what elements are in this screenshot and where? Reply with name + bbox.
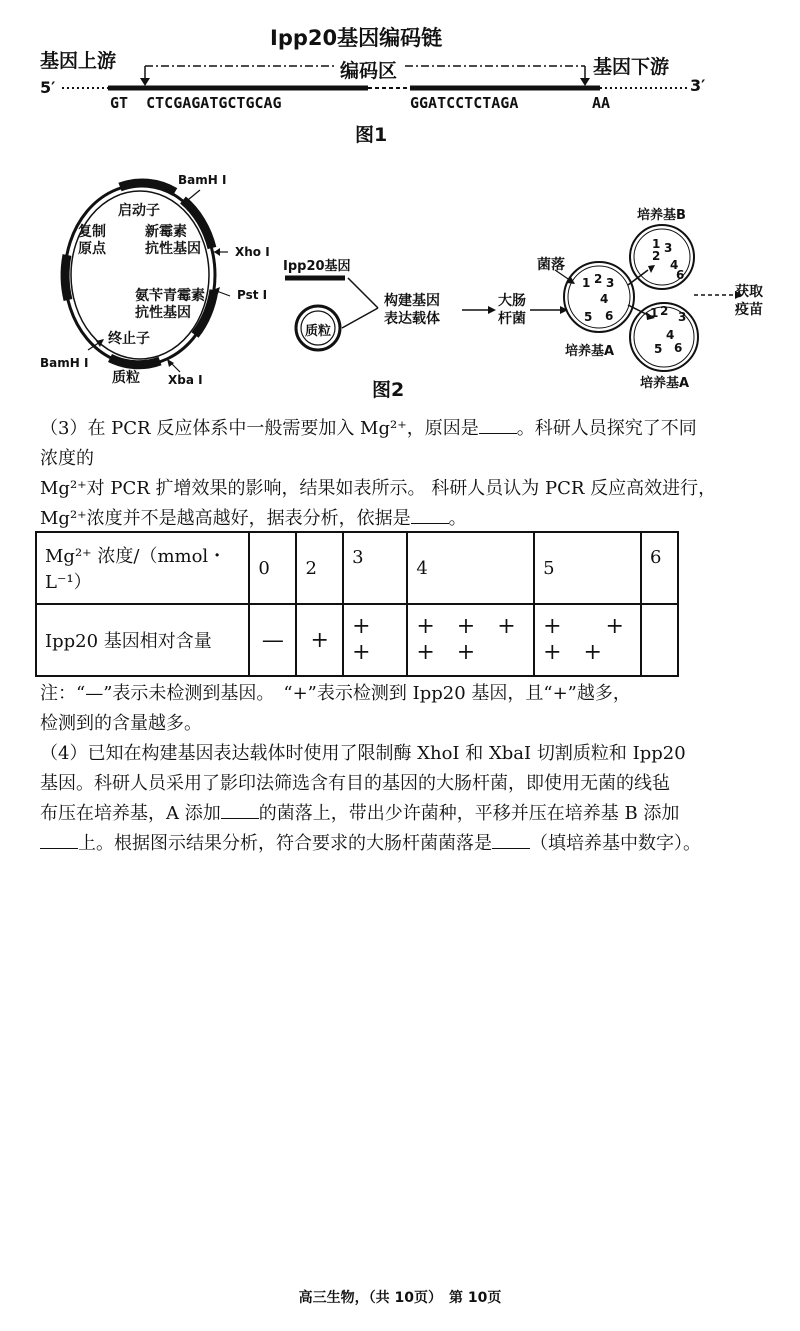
question3-line4: Mg²⁺浓度并不是越高越好，据表分析，依据是 。 bbox=[40, 504, 785, 534]
figure2-caption: 图2 bbox=[372, 379, 405, 401]
question4-line3: 布压在培养基，A 添加 的菌落上，带出少许菌种，平移并压在培养基 B 添加 bbox=[40, 799, 785, 829]
table-row-label: Ipp20 基因相对含量 bbox=[36, 604, 249, 676]
table-row bbox=[36, 604, 678, 676]
sequence-right: GGATCCTCTAGA bbox=[410, 94, 519, 112]
table-header-label: Mg²⁺ 浓度/（mmol・L⁻¹） bbox=[36, 532, 249, 604]
colony-1: 1 bbox=[652, 237, 661, 251]
mg-concentration-table bbox=[35, 531, 679, 677]
medium-a-right-label: 培养基A bbox=[640, 376, 690, 391]
colony-5: 5 bbox=[584, 310, 593, 324]
colony-2: 2 bbox=[652, 249, 661, 263]
promoter-label: 启动子 bbox=[118, 203, 160, 219]
ori-label: 复制 原点 bbox=[78, 224, 106, 257]
figure1-caption: 图1 bbox=[355, 124, 388, 146]
medium-b-label: 培养基B bbox=[637, 208, 686, 223]
colony-3: 3 bbox=[606, 276, 615, 290]
construct-vector-label: 构建基因 表达载体 bbox=[384, 293, 440, 327]
table-cell: + + + + bbox=[534, 604, 641, 676]
xba1-label: Xba I bbox=[168, 373, 203, 387]
question4-line2: 基因。科研人员采用了影印法筛选含有目的基因的大肠杆菌，即使用无菌的线毡 bbox=[40, 773, 670, 794]
obtain-vaccine-label: 获取 疫苗 bbox=[735, 284, 763, 318]
sequence-left: GT CTCGAGATGCTGCAG bbox=[110, 94, 282, 112]
colony-3: 3 bbox=[664, 241, 673, 255]
sequence-tail: AA bbox=[592, 94, 611, 112]
figure1-title: Ipp20基因编码链 bbox=[270, 26, 443, 50]
colony-4: 4 bbox=[666, 328, 675, 342]
table-cell: 5 bbox=[534, 532, 641, 604]
page-footer: 高三生物，（共 10页） 第 10页 bbox=[298, 1290, 502, 1306]
colony-5: 5 bbox=[654, 342, 663, 356]
table-header-row bbox=[36, 532, 678, 604]
table-cell: + + bbox=[343, 604, 407, 676]
answer-blank-medium-a[interactable] bbox=[221, 800, 259, 819]
question4-line1: （4）已知在构建基因表达载体时使用了限制酶 XhoI 和 XbaI 切割质粒和 Ipp20 bbox=[40, 743, 686, 764]
colony-3: 3 bbox=[678, 310, 687, 324]
three-prime-label: 3′ bbox=[690, 76, 706, 95]
upstream-label: 基因上游 bbox=[40, 50, 117, 72]
colony-6: 6 bbox=[605, 309, 614, 323]
amp-resistance-label: 氨苄青霉素 抗性基因 bbox=[135, 288, 205, 321]
table-cell: 3 bbox=[343, 532, 407, 604]
answer-blank-evidence[interactable] bbox=[411, 505, 449, 524]
colony-4: 4 bbox=[670, 258, 679, 272]
question3-line1: （3）在 PCR 反应体系中一般需要加入 Mg²⁺，原因是 。科研人员探究了不同 bbox=[40, 414, 785, 444]
colony-6: 6 bbox=[674, 341, 683, 355]
table-cell: + bbox=[296, 604, 343, 676]
five-prime-label: 5′ bbox=[40, 78, 56, 97]
ecoli-label: 大肠 杆菌 bbox=[498, 293, 526, 327]
question4 bbox=[40, 739, 785, 859]
table-cell bbox=[641, 604, 678, 676]
answer-blank-mg-reason[interactable] bbox=[479, 415, 517, 434]
bamh1-top-label: BamH I bbox=[178, 173, 227, 187]
terminator-label: 终止子 bbox=[108, 331, 150, 347]
medium-a-left-label: 培养基A bbox=[565, 344, 615, 359]
table-cell: 6 bbox=[641, 532, 678, 604]
note-line1: 注：“—”表示未检测到基因。 “+”表示检测到 Ipp20 基因，且“+”越多， bbox=[40, 683, 631, 704]
colony-2: 2 bbox=[660, 304, 669, 318]
table-cell: 2 bbox=[296, 532, 343, 604]
coding-region-label: 编码区 bbox=[337, 56, 400, 83]
table-cell: 0 bbox=[249, 532, 296, 604]
colony-label: 菌落 bbox=[537, 257, 565, 273]
note-line2: 检测到的含量越多。 bbox=[40, 713, 202, 734]
table-cell: 4 bbox=[407, 532, 534, 604]
neo-resistance-label: 新霉素 抗性基因 bbox=[145, 224, 201, 257]
colony-1: 1 bbox=[582, 276, 591, 290]
colony-6: 6 bbox=[676, 268, 685, 282]
table-cell: + + + + + bbox=[407, 604, 534, 676]
answer-blank-colony[interactable] bbox=[492, 830, 530, 849]
colony-2: 2 bbox=[594, 272, 603, 286]
xho1-label: Xho I bbox=[235, 245, 270, 259]
table-note bbox=[40, 679, 785, 739]
question3-line2: 浓度的 bbox=[40, 448, 94, 469]
ipp20-gene-label: Ipp20基因 bbox=[283, 259, 351, 274]
colony-1: 1 bbox=[650, 306, 659, 320]
plasmid-circle-label: 质粒 bbox=[305, 324, 332, 339]
plasmid-label: 质粒 bbox=[112, 370, 140, 386]
question4-line4: 上。根据图示结果分析，符合要求的大肠杆菌菌落是 （填培养基中数字）。 bbox=[40, 829, 785, 859]
question3 bbox=[40, 414, 785, 534]
pst1-label: Pst I bbox=[237, 288, 268, 302]
table-cell: — bbox=[249, 604, 296, 676]
answer-blank-medium-b[interactable] bbox=[40, 830, 78, 849]
question3-line3: Mg²⁺对 PCR 扩增效果的影响，结果如表所示。 科研人员认为 PCR 反应高效进行， bbox=[40, 478, 717, 499]
colony-4: 4 bbox=[600, 292, 609, 306]
downstream-label: 基因下游 bbox=[593, 56, 670, 78]
bamh1-bottom-label: BamH I bbox=[40, 356, 89, 370]
